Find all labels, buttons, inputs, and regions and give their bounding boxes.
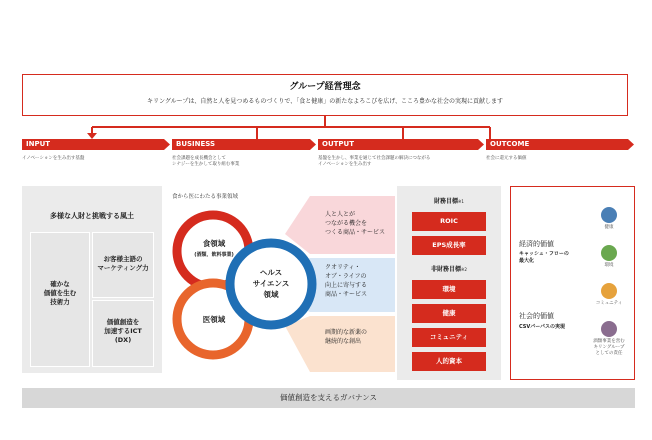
economic-sub: キャッシュ・フローの 最大化 — [519, 251, 569, 264]
input-panel — [22, 186, 162, 373]
social-title: 社会的価値 — [519, 312, 554, 320]
output-item-1: 人と人とが つながる機会を つくる商品・サービス — [325, 211, 386, 236]
flow-arrow-2 — [310, 139, 316, 150]
ict-cell — [92, 300, 154, 367]
business-title: 食から医にわたる事業領域 — [172, 194, 239, 200]
technology-cell — [30, 232, 90, 367]
governance-bar: 価値創造を支えるガバナンス — [22, 388, 635, 408]
nonfinancial-header: 非財務目標※2 — [431, 266, 467, 273]
medical-label: 医領域 — [202, 315, 226, 324]
social-sub: CSVパーパスの実現 — [519, 324, 565, 330]
environment-icon-label: 環境 — [604, 263, 614, 268]
environment-icon — [601, 245, 617, 261]
outcome-panel — [510, 186, 635, 380]
philosophy-title: グループ経営理念 — [289, 82, 361, 92]
flow-input-desc: イノベーションを生み出す基盤 — [22, 156, 85, 161]
flow-arrow-1 — [164, 139, 170, 150]
health-science-label: ヘルス サイエンス 領域 — [252, 268, 290, 299]
human-capital-target: 人的資本 — [412, 352, 486, 371]
flow-business: BUSINESS — [172, 139, 310, 150]
ict-text: 価値創造を 加速するICT (DX) — [104, 318, 142, 344]
community-icon-label: コミュニティ — [595, 301, 623, 306]
technology-text: 確かな 価値を生む 技術力 — [43, 280, 77, 306]
health-target: 健康 — [412, 304, 486, 323]
flow-business-desc: 社会課題を成長機会として シナジーを生かして取り組む事業 — [172, 156, 240, 167]
targets-panel — [397, 186, 501, 380]
community-icon — [601, 283, 617, 299]
food-label: 食領域 — [202, 239, 226, 248]
flow-arrow-3 — [478, 139, 484, 150]
flow-input: INPUT — [22, 139, 164, 150]
responsibility-icon — [601, 321, 617, 337]
environment-target: 環境 — [412, 280, 486, 299]
eps-target: EPS成長率 — [412, 236, 486, 255]
flow-outcome-desc: 社会に還元する価値 — [486, 156, 527, 161]
input-header: 多様な人財と挑戦する風土 — [50, 212, 134, 220]
flow-output: OUTPUT — [318, 139, 478, 150]
food-sub-label: (酒類、飲料事業) — [194, 252, 234, 258]
flow-arrow-4 — [628, 139, 634, 150]
philosophy-text: キリングループは、自然と人を見つめるものづくりで、「食と健康」の新たなよろこびを広げ、こころ豊かな社会の実現に貢献します — [146, 98, 504, 105]
marketing-cell — [92, 232, 154, 298]
output-item-2: クオリティ・ オブ・ライフの 向上に寄与する 商品・サービス — [325, 264, 368, 298]
output-item-3: 画期的な新薬の 継続的な創出 — [325, 329, 368, 345]
responsibility-icon-label: 酒類事業を営む キリングループ としての責任 — [593, 339, 625, 356]
financial-header: 財務目標※1 — [434, 198, 464, 205]
flow-output-desc: 基盤を生かし、事業を通じて社会課題の解決につながる イノベーションを生み出す — [318, 156, 431, 167]
roic-target: ROIC — [412, 212, 486, 231]
economic-title: 経済的価値 — [519, 240, 554, 248]
marketing-text: お客様主語の マーケティング力 — [97, 255, 149, 272]
flow-outcome: OUTCOME — [486, 139, 628, 150]
health-icon — [601, 207, 617, 223]
health-icon-label: 健康 — [604, 225, 614, 230]
community-target: コミュニティ — [412, 328, 486, 347]
